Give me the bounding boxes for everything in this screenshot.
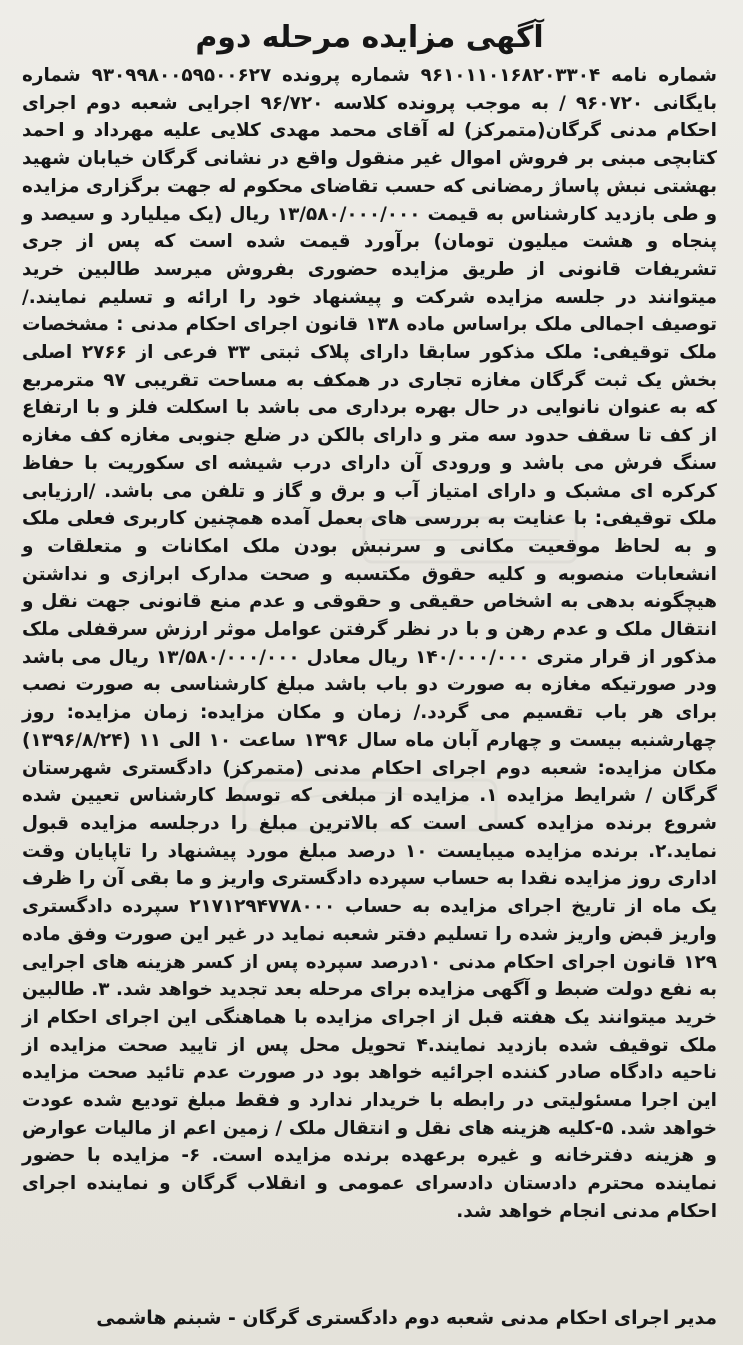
notice-signature: مدیر اجرای احکام مدنی شعبه دوم دادگستری گرگان - شبنم هاشمی (96, 1308, 717, 1329)
notice-title: آگهی مزایده مرحله دوم (195, 20, 544, 55)
notice-body: شماره نامه ۹۶۱۰۱۱۰۱۶۸۲۰۳۳۰۴ شماره پرونده ۹۳۰۹۹۸۰۰۵۹۵۰۰۶۲۷ شماره بایگانی ۹۶۰۷۲۰ / به موجب پرونده کلاسه ۹۶/۷۲۰ اجرایی شعبه دوم اجرای احکام مدنی گرگان(متمرکز) له آقای محمد مهدی کلایی علیه مهرداد و احمد کتابچی مبنی بر فروش اموال غیر منقول واقع در نشانی گرگان خیابان شهید بهشتی نبش پاساژ رمضانی که حسب تقاضای محکوم له جهت برگزاری مزایده و طی بازدید کارشناس به قیمت ۱۳/۵۸۰/۰۰۰/۰۰۰ ریال (یک میلیارد و سیصد و پنجاه و هشت میلیون تومان) برآورد قیمت شده است که پس از جری تشریفات قانونی از طریق مزایده حضوری بفروش میرسد طالبین خرید میتوانند در جلسه مزایده شرکت و پیشنهاد خود را ارائه و تسلیم نمایند./ توصیف اجمالی ملک براساس ماده ۱۳۸ قانون اجرای احکام مدنی : مشخصات ملک توقیفی: ملک مذکور سابقا دارای پلاک ثبتی ۳۳ فرعی از ۲۷۶۶ اصلی بخش یک ثبت گرگان مغازه تجاری در همکف به مساحت تقریبی ۹۷ مترمربع که به عنوان نانوایی در حال بهره برداری می باشد با اسکلت فلز و با ارتفاع از کف تا سقف حدود سه متر و دارای بالکن در ضلع جنوبی مغازه کف مغازه سنگ فرش می باشد و ورودی آن دارای درب شیشه ای سکوریت با حفاظ کرکره ای مشبک و دارای امتیاز آب و برق و گاز و تلفن می باشد. /ارزیابی ملک توقیفی: با عنایت به بررسی های بعمل آمده همچنین کاربری فعلی ملک و به لحاظ موقعیت مکانی و سرنبش بودن ملک امکانات و متعلقات و انشعابات منصوبه و کلیه حقوق مکتسبه و صحت مدارک ابرازی و نداشتن هیچگونه بدهی به اشخاص حقیقی و حقوقی و عدم منع قانونی جهت نقل و انتقال ملک و عدم رهن و با در نظر گرفتن عوامل موثر ارزش سرقفلی ملک مذکور از قرار متری ۱۴۰/۰۰۰/۰۰۰ ریال معادل ۱۳/۵۸۰/۰۰۰/۰۰۰ ریال می باشد ودر صورتیکه مغازه به صورت دو باب باشد مبلغ کارشناسی به صورت نصب برای هر باب تقسیم می گردد./ زمان و مکان مزایده: زمان مزایده: روز چهارشنبه بیست و چهارم آبان ماه سال ۱۳۹۶ ساعت ۱۰ الی ۱۱ (۱۳۹۶/۸/۲۴) مکان مزایده: شعبه دوم اجرای احکام مدنی (متمرکز) دادگستری شهرستان گرگان / شرایط مزایده ۱. مزایده از مبلغی که توسط کارشناس تعیین شده شروع برنده مزایده کسی است که بالاترین مبلغ را درجلسه مزایده قبول نماید.۲. برنده مزایده میبایست ۱۰ درصد مبلغ مورد پیشنهاد را تاپایان وقت اداری روز مزایده نقدا به حساب سپرده دادگستری واریز و ما بقی آن را ظرف یک ماه از تاریخ اجرای مزایده به حساب ۲۱۷۱۲۹۴۷۷۸۰۰۰ سپرده دادگستری واریز قبض واریز شده را تسلیم دفتر شعبه نماید در غیر این صورت وفق ماده ۱۲۹ قانون اجرای احکام مدنی ۱۰درصد سپرده پس از کسر هزینه های اجرایی به نفع دولت ضبط و آگهی مزایده برای مرحله بعد تجدید خواهد شد. ۳. طالبین خرید میتوانند یک هفته قبل از اجرای مزایده با هماهنگی این اجرای احکام از ملک توقیف شده بازدید نمایند.۴ تحویل محل پس از تایید صحت مزایده از ناحیه دادگاه صادر کننده اجرائیه خواهد بود در صورت عدم تائید صحت مزایده این اجرا مسئولیتی در رابطه با خریدار ندارد و فقط مبلغ تودیع شده عودت خواهد شد. ۵-کلیه هزینه های نقل و انتقال ملک / زمین اعم از مالیات عوارض و هزینه دفترخانه و غیره برعهده برنده مزایده است. ۶- مزایده با حضور نماینده محترم دادستان دادسرای عمومی و انقلاب گرگان و نماینده اجرای احکام مدنی انجام خواهد شد. (22, 65, 718, 1222)
